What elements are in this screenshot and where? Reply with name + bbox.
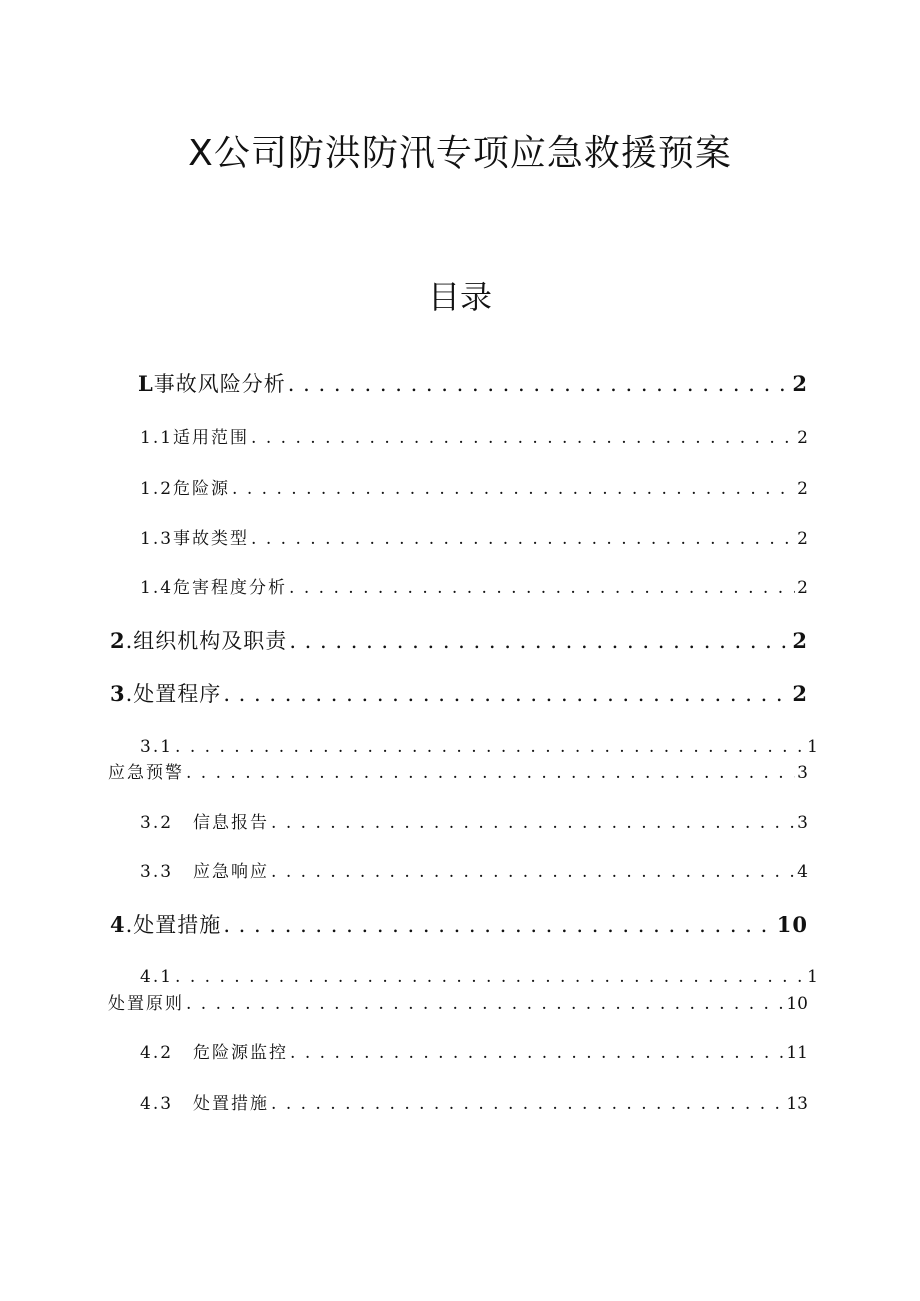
toc-entry-text: 危险源监控 [193,1043,289,1063]
toc-entry-number: 3.3 [140,862,174,882]
toc-entry-page: 3 [797,813,808,833]
toc-entry-3-3[interactable] [140,859,808,885]
dot-leader [271,810,795,836]
toc-entry-page: 13 [786,1094,808,1114]
toc-entry-text: .处置程序 [125,682,222,706]
toc-entry-number: 1.1 [140,428,174,448]
dot-leader [223,910,774,940]
document-title: X公司防洪防汛专项应急救援预案 [188,133,732,174]
toc-entry-text: 适用范围 [173,428,250,448]
toc-entry-number: 4 [110,912,126,937]
dot-leader [288,369,791,399]
dot-leader [175,964,805,990]
toc-entry-text: 危害程度分析 [173,578,288,598]
toc-entry-text: 应急预警 [108,763,184,783]
toc-entry-page: 11 [786,1043,808,1063]
toc-entry-page: 2 [792,628,808,653]
toc-entry-4-2[interactable] [140,1040,808,1066]
toc-entry-4-1-cont[interactable] [108,991,808,1017]
toc-entry-page: 2 [792,371,808,396]
toc-entry-page: 1 [807,737,818,757]
toc-entry-3-1[interactable] [140,734,818,760]
dot-leader [232,476,795,502]
toc-entry-number: 1.2 [140,479,174,499]
toc-entry-page: 2 [797,529,808,549]
toc-entry-4[interactable] [110,910,808,940]
toc-entry-3[interactable] [110,679,808,709]
toc-entry-text: 信息报告 [193,813,270,833]
toc-heading: 目录 [427,278,492,316]
toc-entry-3-2[interactable] [140,810,808,836]
dot-leader [175,734,805,760]
toc-entry-number: 2 [110,628,126,653]
toc-entry-text: 危险源 [173,479,231,499]
toc-entry-number: 4.2 [140,1043,174,1063]
dot-leader [251,526,795,552]
toc-entry-number: 3.1 [140,737,174,757]
toc-entry-page: 10 [776,912,808,937]
toc-entry-text: 处置原则 [108,994,184,1014]
toc-entry-2[interactable] [110,626,808,656]
toc-entry-page: 2 [797,578,808,598]
toc-entry-1-2[interactable] [140,476,808,502]
toc-entry-page: 1 [807,967,818,987]
toc-entry-text: 处置措施 [193,1094,270,1114]
dot-leader [290,1040,784,1066]
toc-entry-page: 2 [797,428,808,448]
toc-entry-number: 4.1 [140,967,174,987]
dot-leader [186,760,795,786]
toc-entry-text: .组织机构及职责 [125,629,288,653]
toc-entry-page: 4 [797,862,808,882]
dot-leader [186,991,784,1017]
toc-entry-number: 4.3 [140,1094,174,1114]
toc-entry-text: 应急响应 [193,862,270,882]
toc-entry-page: 2 [797,479,808,499]
toc-entry-page: 10 [786,994,808,1014]
toc-entry-1[interactable] [138,369,808,399]
toc-entry-4-3[interactable] [140,1091,808,1117]
toc-entry-1-1[interactable] [140,425,808,451]
dot-leader [223,679,790,709]
dot-leader [289,575,795,601]
toc-entry-text: .处置措施 [125,913,222,937]
dot-leader [271,859,795,885]
toc-entry-4-1[interactable] [140,964,818,990]
dot-leader [271,1091,784,1117]
toc-entry-number: 1.3 [140,529,174,549]
toc-entry-text: 事故风险分析 [153,372,286,396]
toc-entry-page: 3 [797,763,808,783]
toc-entry-page: 2 [792,681,808,706]
toc-entry-number: 3.2 [140,813,174,833]
toc-entry-1-4[interactable] [140,575,808,601]
toc-entry-3-1-cont[interactable] [108,760,808,786]
toc-entry-1-3[interactable] [140,526,808,552]
toc-entry-number: 1.4 [140,578,174,598]
toc-entry-text: 事故类型 [173,529,250,549]
toc-entry-number: 3 [110,681,126,706]
dot-leader [251,425,795,451]
dot-leader [289,626,790,656]
toc-entry-number: L [138,371,154,396]
